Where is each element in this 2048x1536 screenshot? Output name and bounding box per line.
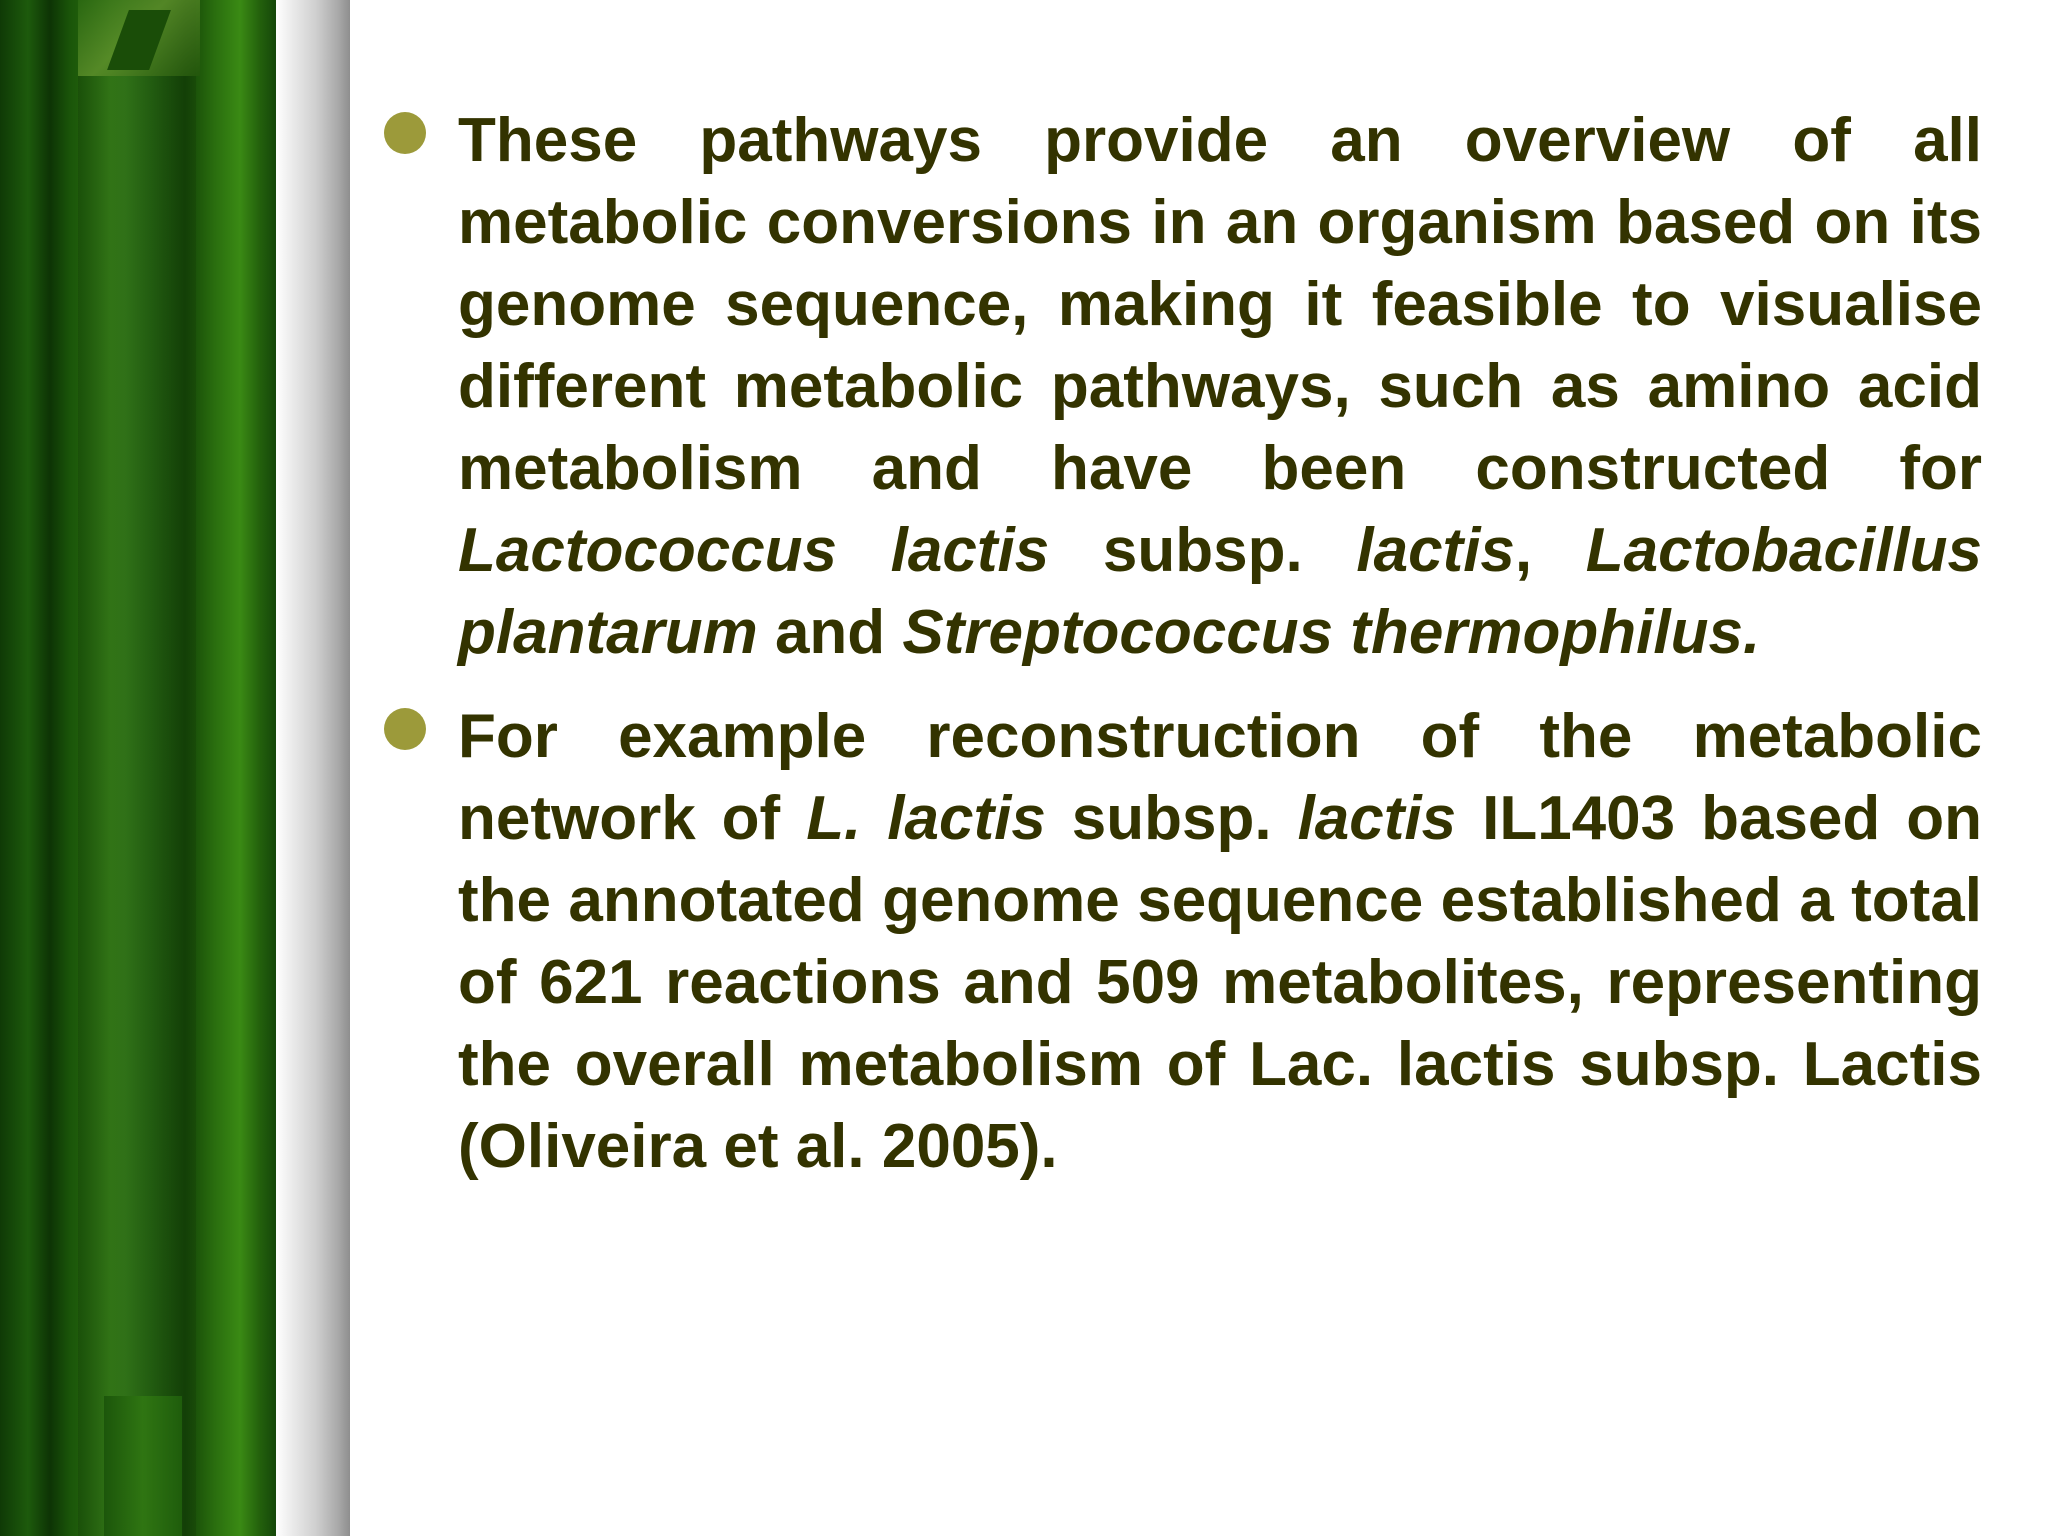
bullet-item	[382, 696, 1982, 1188]
text-segment: IL1403 based on the annotated genome sequence established a total of 621 reactions and 509 metabolites, representing the overall metabolism of Lac. lactis subsp. Lactis (Oliveira et al. 2005).	[458, 784, 1983, 1181]
text-segment: ,	[1514, 516, 1586, 585]
text-segment-italic: L. lactis	[806, 784, 1046, 853]
decorative-shadow-strip	[276, 0, 350, 1536]
decorative-side-stripe	[78, 0, 196, 1536]
decorative-bottom-shape	[104, 1396, 182, 1536]
text-segment-italic: lactis	[1356, 516, 1515, 585]
text-segment-italic: Streptococcus thermophilus.	[902, 598, 1761, 667]
text-segment: and	[757, 598, 903, 667]
text-segment: subsp.	[1045, 784, 1298, 853]
bullet-list	[382, 100, 1982, 1188]
text-segment-italic: Lactobacillus plantarum	[458, 516, 1983, 667]
bullet-dot-icon	[384, 708, 426, 750]
bullet-dot-icon	[384, 112, 426, 154]
slide-content	[382, 100, 1982, 1500]
bullet-text	[458, 100, 1982, 674]
text-segment-italic: Lactococcus lactis	[458, 516, 1050, 585]
bullet-text	[458, 696, 1982, 1188]
bullet-item	[382, 100, 1982, 674]
text-segment: subsp.	[1049, 516, 1357, 585]
text-segment: These pathways provide an overview of all metabolic conversions in an organism based on its genome sequence, making it feasible to visualise different metabolic pathways, such as amino acid metabolism and have been constructed for	[458, 106, 1982, 503]
text-segment: For example reconstruction of the metabolic network of	[458, 702, 1982, 853]
text-segment-italic: lactis	[1297, 784, 1457, 853]
